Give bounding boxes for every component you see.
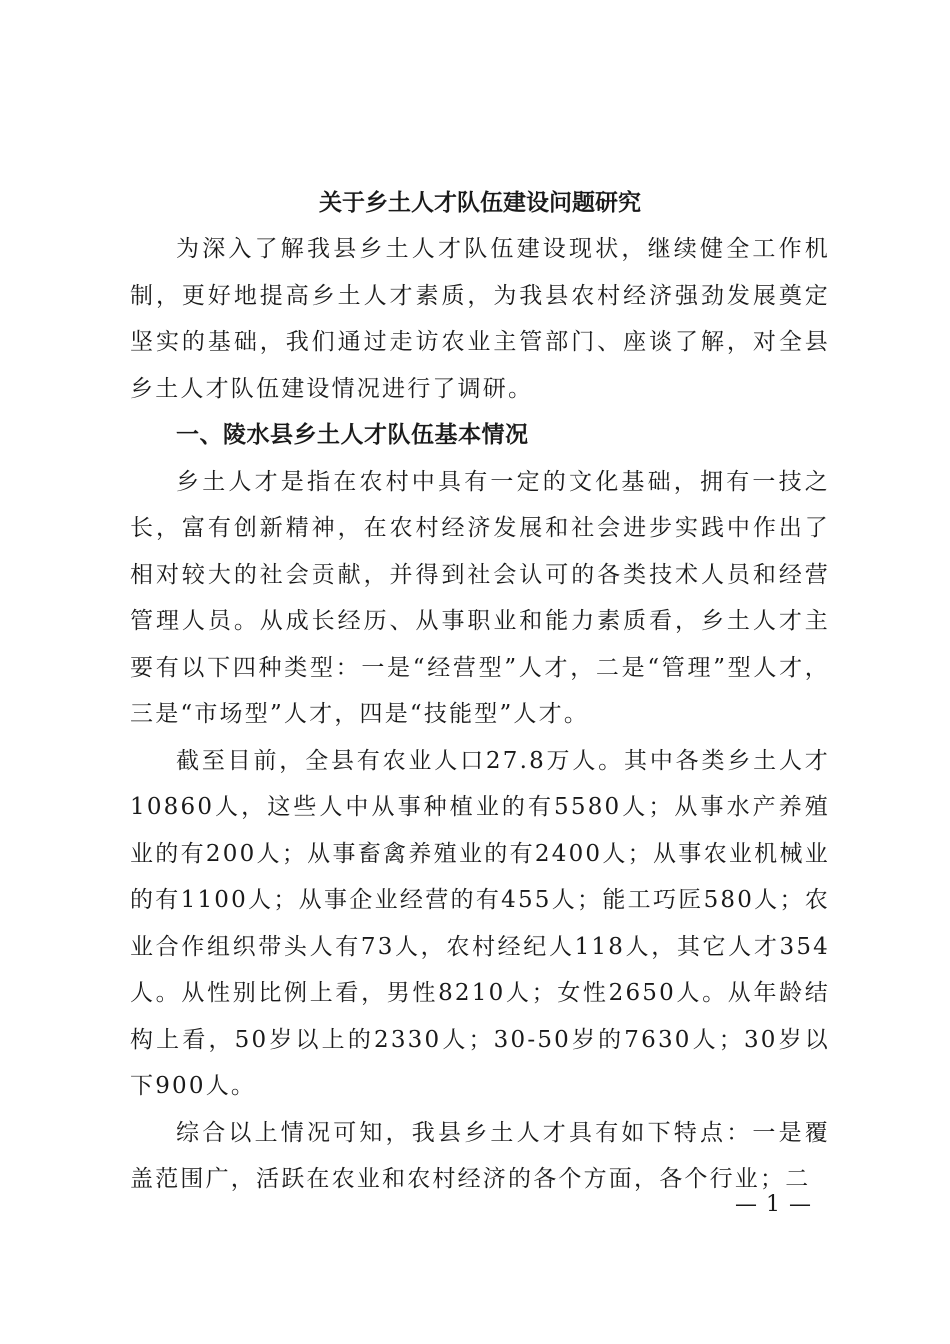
characteristics-paragraph: 综合以上情况可知，我县乡土人才具有如下特点：一是覆盖范围广，活跃在农业和农村经济的各个方面，各个行业；二 <box>130 1119 830 1192</box>
intro-paragraph: 为深入了解我县乡土人才队伍建设现状，继续健全工作机制，更好地提高乡土人才素质，为我县农村经济强劲发展奠定坚实的基础，我们通过走访农业主管部门、座谈了解，对全县乡土人才队伍建设情况进行了调研。 <box>130 236 830 402</box>
section-heading-1: 一、陵水县乡土人才队伍基本情况 <box>176 421 529 448</box>
statistics-paragraph: 截至目前，全县有农业人口27.8万人。其中各类乡土人才10860人，这些人中从事种植业的有5580人；从事水产养殖业的有200人；从事畜禽养殖业的有2400人；从事农业机械业的有1100人；从事企业经营的有455人；能工巧匠580人；农业合作组织带头人有73人，农村经纪人118人，其它人才354人。从性别比例上看，男性8210人；女性2650人。从年龄结构上看，50岁以上的2330人；30-50岁的7630人；30岁以下900人。 <box>130 747 830 1099</box>
definition-paragraph: 乡土人才是指在农村中具有一定的文化基础，拥有一技之长，富有创新精神，在农村经济发展和社会进步实践中作出了相对较大的社会贡献，并得到社会认可的各类技术人员和经营管理人员。从成长经历、从事职业和能力素质看，乡土人才主要有以下四种类型：一是“经营型”人才，二是“管理”型人才，三是“市场型”人才，四是“技能型”人才。 <box>130 468 830 727</box>
page-number: — 1 — <box>735 1192 812 1217</box>
document-title: 关于乡土人才队伍建设问题研究 <box>319 189 641 216</box>
document-body <box>130 226 830 1203</box>
